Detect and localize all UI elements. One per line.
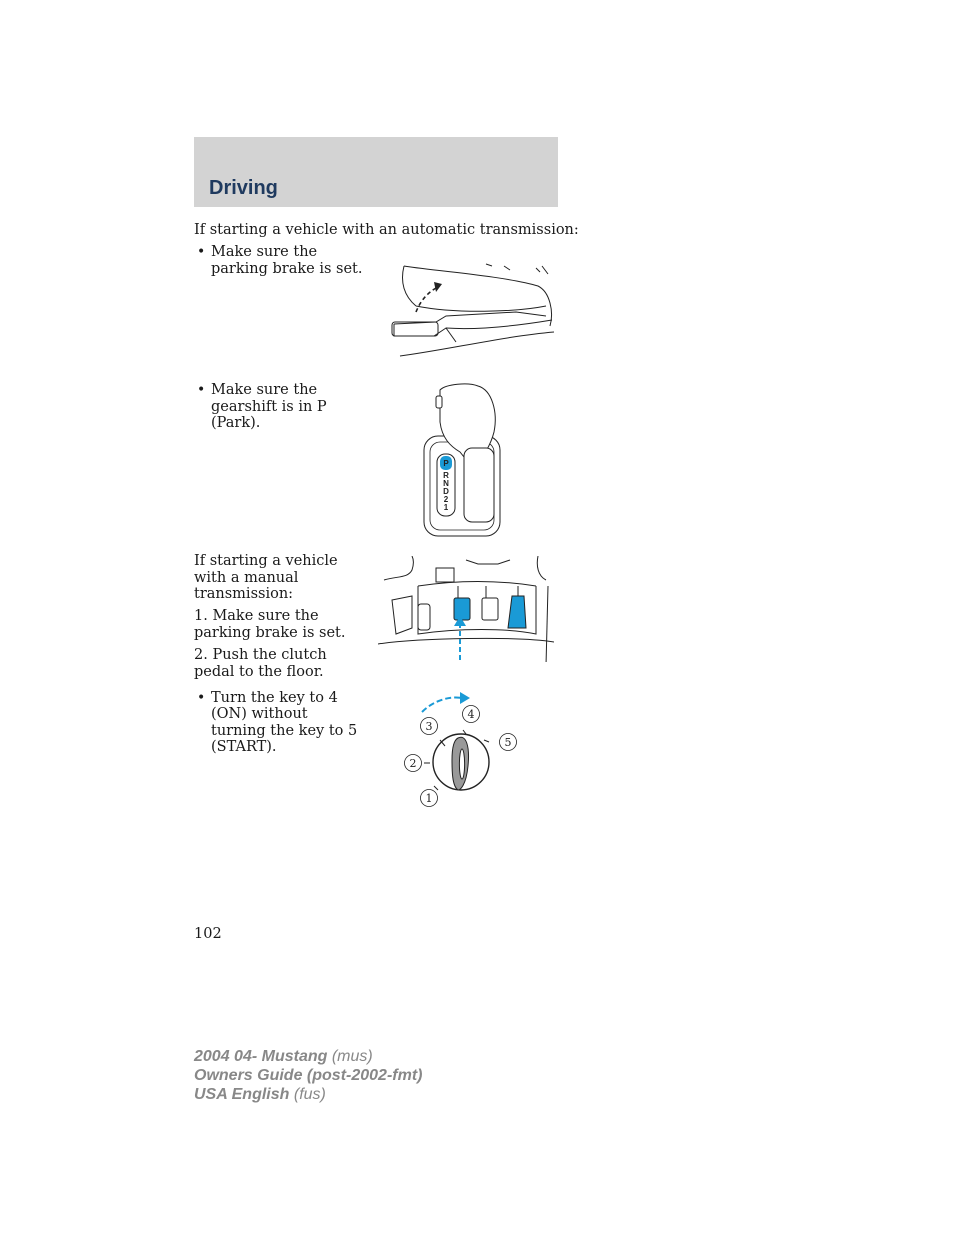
gear-label-r: R bbox=[443, 471, 449, 480]
gearshift-illustration bbox=[420, 382, 504, 540]
ignition-position-4: 4 bbox=[467, 708, 475, 721]
ignition-position-1: 1 bbox=[425, 792, 433, 805]
ignition-illustration bbox=[400, 690, 524, 812]
bullet-marker: • bbox=[197, 382, 206, 398]
step1-line1: 1. Make sure the bbox=[194, 608, 319, 624]
footer-model-code: (mus) bbox=[331, 1048, 373, 1065]
step1-line2: parking brake is set. bbox=[194, 625, 346, 641]
page-number: 102 bbox=[194, 926, 222, 942]
gear-label-1: 1 bbox=[443, 503, 449, 512]
gear-label-n: N bbox=[443, 479, 449, 488]
intro-text: If starting a vehicle with an automatic transmission: bbox=[194, 222, 579, 238]
step2-line2: pedal to the floor. bbox=[194, 664, 324, 680]
gear-label-2: 2 bbox=[443, 495, 449, 504]
document-footer bbox=[194, 1047, 422, 1104]
pedals-illustration bbox=[378, 556, 554, 662]
section-title: Driving bbox=[209, 177, 278, 199]
footer-model: 2004 04- Mustang bbox=[194, 1048, 328, 1065]
bullet2-line2: gearshift is in P bbox=[211, 399, 327, 415]
footer-language: USA English bbox=[194, 1086, 290, 1103]
bullet1-line1: Make sure the bbox=[211, 244, 318, 260]
bullet-marker: • bbox=[197, 244, 206, 260]
bullet1-line2: parking brake is set. bbox=[211, 261, 363, 277]
manual-line1: If starting a vehicle bbox=[194, 553, 338, 569]
bullet2-line1: Make sure the bbox=[211, 382, 318, 398]
bullet3-line2: (ON) without bbox=[211, 706, 308, 722]
ignition-position-3: 3 bbox=[425, 720, 433, 733]
ignition-position-5: 5 bbox=[504, 736, 512, 749]
bullet3-line4: (START). bbox=[211, 739, 277, 755]
footer-guide: Owners Guide (post-2002-fmt) bbox=[194, 1067, 423, 1084]
section-header bbox=[194, 137, 558, 207]
parking-brake-illustration bbox=[386, 262, 558, 370]
manual-line3: transmission: bbox=[194, 586, 294, 602]
bullet2-line3: (Park). bbox=[211, 415, 261, 431]
gear-label-d: D bbox=[443, 487, 449, 496]
footer-language-code: (fus) bbox=[293, 1086, 326, 1103]
ignition-position-2: 2 bbox=[409, 757, 417, 770]
bullet3-line1: Turn the key to 4 bbox=[211, 690, 338, 706]
bullet-marker: • bbox=[197, 690, 206, 706]
bullet3-line3: turning the key to 5 bbox=[211, 723, 358, 739]
manual-line2: with a manual bbox=[194, 570, 299, 586]
step2-line1: 2. Push the clutch bbox=[194, 647, 327, 663]
gear-label-p: P bbox=[443, 459, 449, 468]
